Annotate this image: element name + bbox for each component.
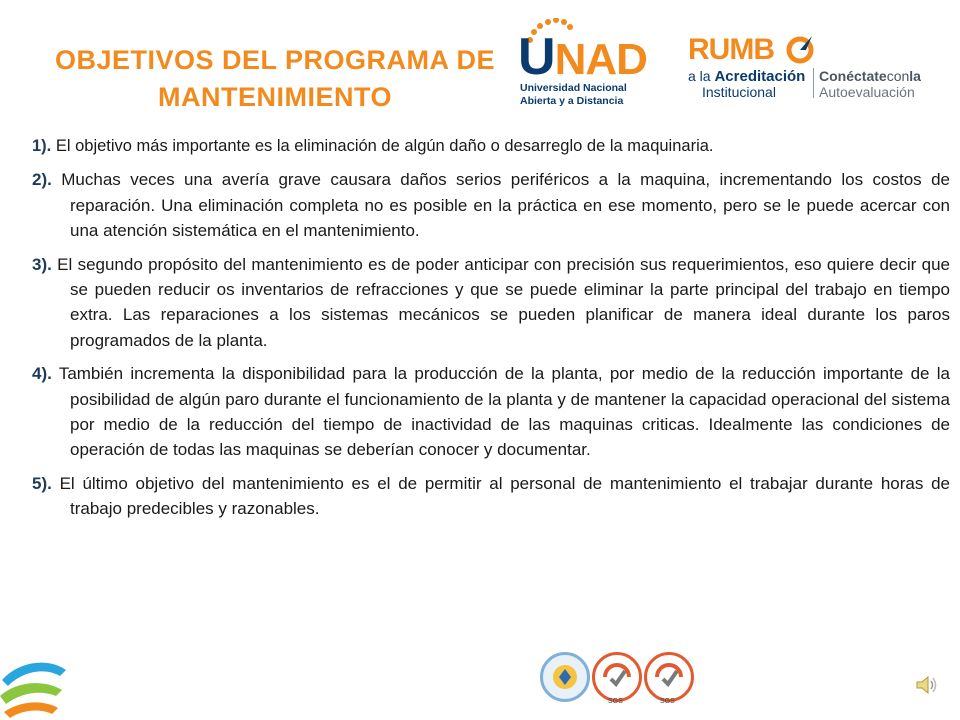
page-title [40, 42, 510, 116]
rumbo-divider [813, 68, 814, 98]
title-line-2: MANTENIMIENTO [158, 82, 392, 112]
title-line-1: OBJETIVOS DEL PROGRAMA DE [54, 45, 496, 75]
colombia-seal-icon [540, 652, 590, 702]
rumbo-right-line-1: Conéctateconla [819, 68, 921, 84]
rumbo-logo [688, 34, 928, 104]
unad-wordmark: UNAD [518, 28, 647, 86]
sgs-label-1: SGS [608, 698, 623, 705]
objectives-list [32, 134, 950, 530]
sgs-seal-icon [592, 652, 642, 702]
objective-item-4: 4). También incrementa la disponibilidad para la producción de la planta, por medio de la reducción importante de la posibilidad de algún paro durante el funcionamiento de la planta y de mantener la capacidad operacional del sistema por medio de la reducción del tiempo de inactividad de las maquinas criticas. Idealmente las condiciones de operación de todas las maquinas se deberían conocer y documentar. [32, 364, 950, 460]
unad-logo [518, 18, 648, 110]
unad-subtitle: Universidad Nacional Abierta y a Distancia [520, 82, 627, 107]
objective-item-1: 1). El objetivo más importante es la eliminación de algún daño o desarreglo de la maquinaria. [32, 137, 714, 155]
rumbo-line-1: a la Acreditación [688, 68, 806, 85]
rumbo-right-line-2: Autoevaluación [819, 84, 915, 100]
objective-item-5: 5). El último objetivo del mantenimiento es el de permitir al personal de mantenimiento el trabajar durante horas de trabajo predecibles y razonables. [32, 473, 950, 519]
rumbo-line-2: Institucional [702, 84, 776, 100]
sgs-label-2: SGS [660, 698, 675, 705]
objective-item-2: 2). Muchas veces una avería grave causara daños serios periféricos a la maquina, incrementando los costos de reparación. Una eliminación completa no es posible en la práctica en ese momento, pero se le puede acercar con una atención sistemática en el mantenimiento. [32, 170, 950, 241]
certification-seals [536, 652, 696, 705]
objective-item-3: 3). El segundo propósito del mantenimiento es de poder anticipar con precisión sus requerimientos, eso quiere decir que se pueden reducir os inventarios de refracciones y que se puede eliminar la parte principal del trabajo en tiempo extra. Las reparaciones a los sistemas mecánicos se pueden planificar de manera ideal durante los paros programados de la planta. [32, 254, 950, 350]
compass-o-icon [786, 34, 814, 64]
swoosh-decoration-icon [0, 640, 78, 720]
speaker-icon[interactable] [914, 672, 940, 698]
sgs-seal-icon [644, 652, 694, 702]
rumbo-wordmark: RUMB [688, 33, 774, 66]
